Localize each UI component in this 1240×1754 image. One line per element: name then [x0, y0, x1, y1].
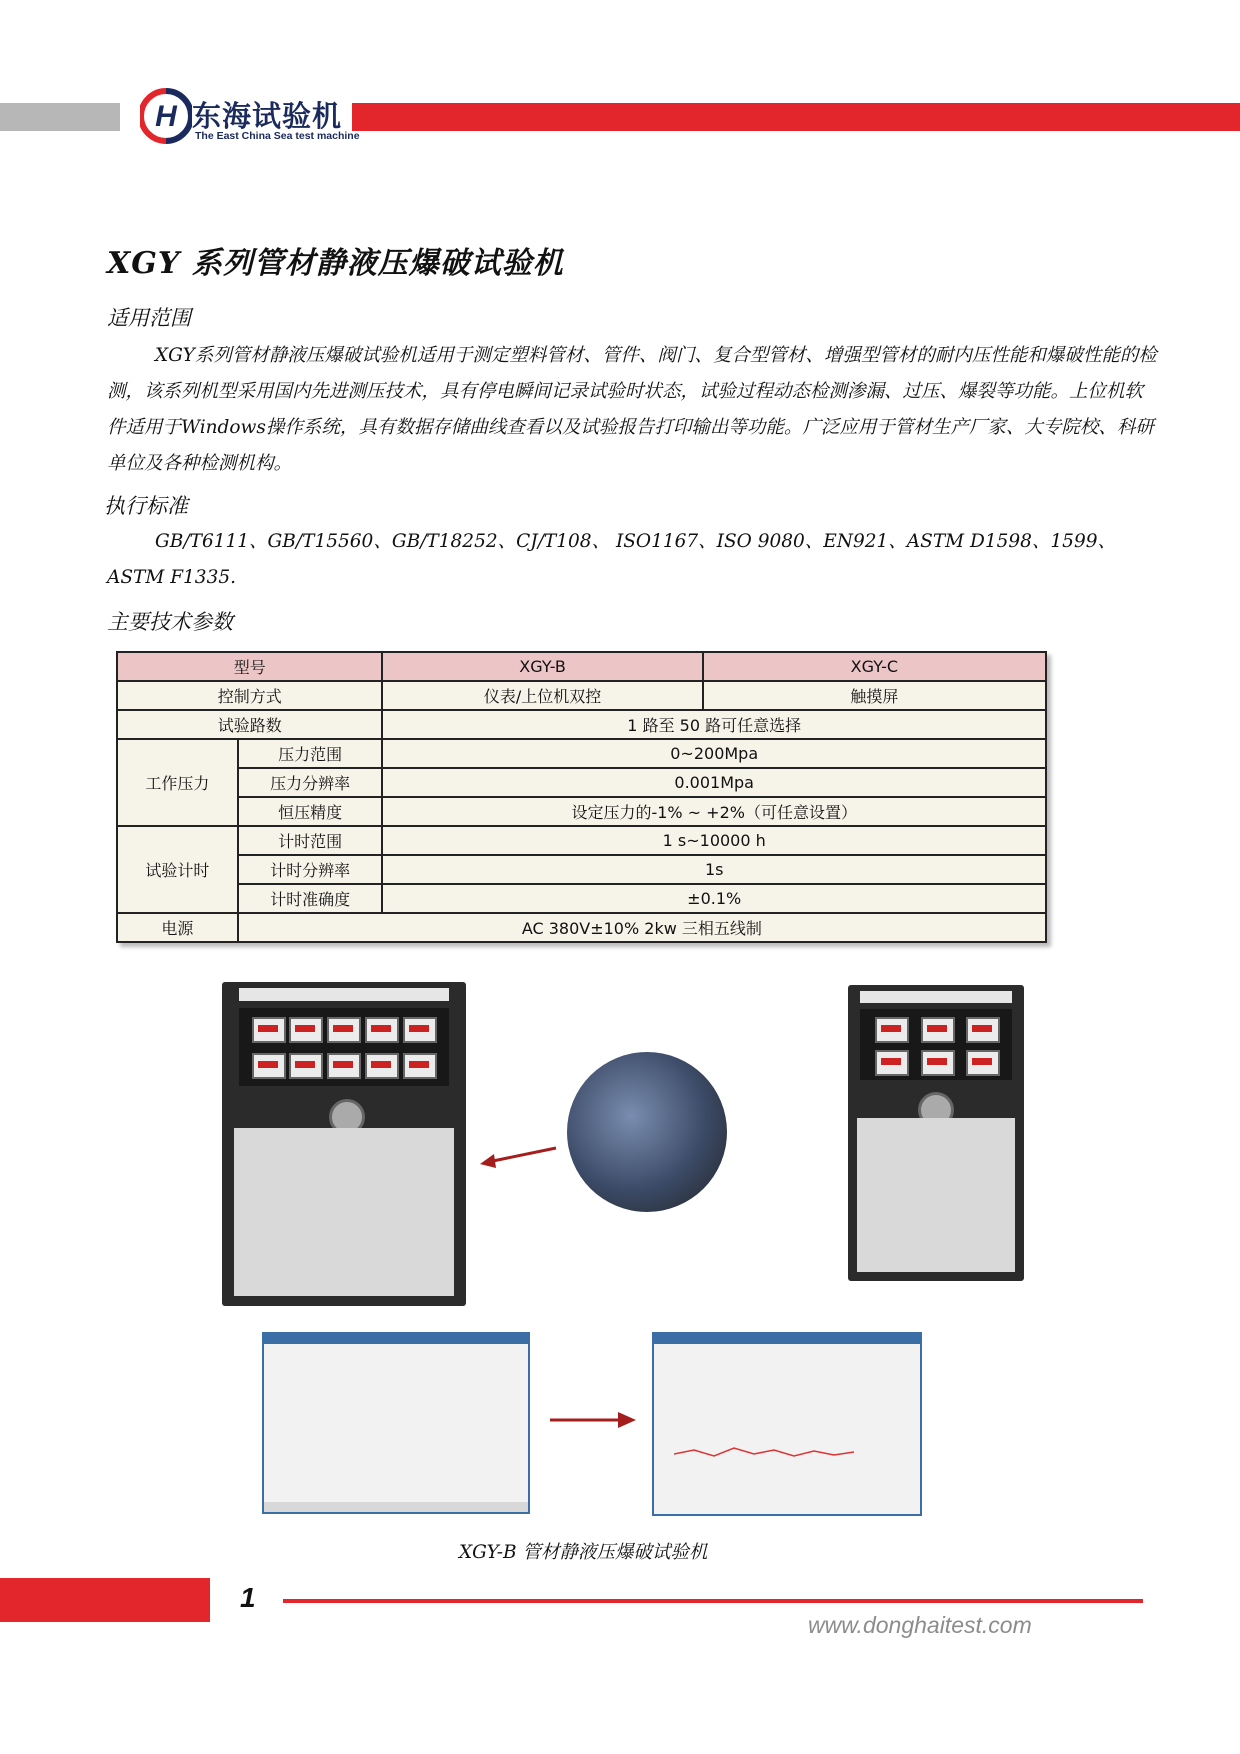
company-name-en: The East China Sea test machine: [195, 130, 360, 142]
footer-red-block: [0, 1578, 210, 1622]
table-cell: 试验计时: [117, 826, 238, 913]
table-cell: 仪表/上位机双控: [382, 681, 702, 710]
table-row: [117, 855, 1046, 884]
figure-caption: XGY-B 管材静液压爆破试验机: [459, 1542, 708, 1563]
table-cell: 电源: [117, 913, 238, 942]
table-cell: 压力分辨率: [238, 768, 383, 797]
scope-heading: 适用范围: [107, 306, 191, 330]
spec-table: [116, 651, 1047, 943]
table-cell: 计时分辨率: [238, 855, 383, 884]
xgy-b-machine-photo: [222, 982, 466, 1306]
table-row: [117, 652, 1046, 681]
table-cell: 1 s~10000 h: [382, 826, 1046, 855]
table-cell: 设定压力的-1% ~ +2%（可任意设置）: [382, 797, 1046, 826]
table-cell: 计时准确度: [238, 884, 383, 913]
table-cell: 1 路至 50 路可任意选择: [382, 710, 1046, 739]
software-screenshot-report: [652, 1332, 922, 1516]
table-cell: 1s: [382, 855, 1046, 884]
table-cell: 压力范围: [238, 739, 383, 768]
table-cell: 触摸屏: [703, 681, 1046, 710]
scope-paragraph: XGY系列管材静液压爆破试验机适用于测定塑料管材、管件、阀门、复合型管材、增强型管材的耐内压性能和爆破性能的检测，该系列机型采用国内先进测压技术，具有停电瞬间记录试验时状态，试验过程动态检测渗漏、过压、爆裂等功能。上位机软件适用于Windows操作系统，具有数据存储曲线查看以及试验报告打印输出等功能。广泛应用于管材生产厂家、大专院校、科研单位及各种检测机构。: [107, 345, 1157, 474]
params-heading: 主要技术参数: [107, 610, 233, 634]
company-logo: [140, 88, 360, 148]
table-row: [117, 913, 1046, 942]
header-red-bar: [352, 103, 1240, 131]
table-cell: 型号: [117, 652, 382, 681]
table-cell: 计时范围: [238, 826, 383, 855]
website-link[interactable]: www.donghaitest.com: [808, 1612, 1032, 1638]
arrow-right-icon: [548, 1410, 638, 1430]
table-cell: 0.001Mpa: [382, 768, 1046, 797]
table-row: [117, 681, 1046, 710]
table-cell: ±0.1%: [382, 884, 1046, 913]
table-cell: XGY-B: [382, 652, 702, 681]
page-number: 1: [240, 1582, 256, 1613]
xgy-c-machine-photo: [848, 985, 1024, 1281]
software-screenshot-main: [262, 1332, 530, 1514]
company-name-cn: 东海试验机: [192, 99, 343, 133]
table-cell: 工作压力: [117, 739, 238, 826]
table-cell: 试验路数: [117, 710, 382, 739]
footer-red-line: [283, 1599, 1143, 1603]
table-cell: AC 380V±10% 2kw 三相五线制: [238, 913, 1046, 942]
table-cell: XGY-C: [703, 652, 1046, 681]
table-cell: 0~200Mpa: [382, 739, 1046, 768]
circuit-board-photo: [567, 1052, 727, 1212]
table-cell: 恒压精度: [238, 797, 383, 826]
logo-emblem-icon: [140, 88, 192, 144]
table-row: [117, 797, 1046, 826]
arrow-left-icon: [478, 1140, 558, 1170]
table-row: [117, 826, 1046, 855]
table-row: [117, 710, 1046, 739]
standard-paragraph: GB/T6111、GB/T15560、GB/T18252、CJ/T108、 ISO1167、ISO 9080、EN921、ASTM D1598、1599、ASTM F1335.: [107, 531, 1116, 588]
report-curve-icon: [674, 1404, 874, 1494]
table-row: [117, 768, 1046, 797]
standard-heading: 执行标准: [104, 494, 188, 518]
table-cell: 控制方式: [117, 681, 382, 710]
header-gray-bar: [0, 103, 120, 131]
svg-text:H: H: [155, 100, 177, 133]
table-row: [117, 884, 1046, 913]
page-title: XGY 系列管材静液压爆破试验机: [107, 246, 564, 281]
table-row: [117, 739, 1046, 768]
